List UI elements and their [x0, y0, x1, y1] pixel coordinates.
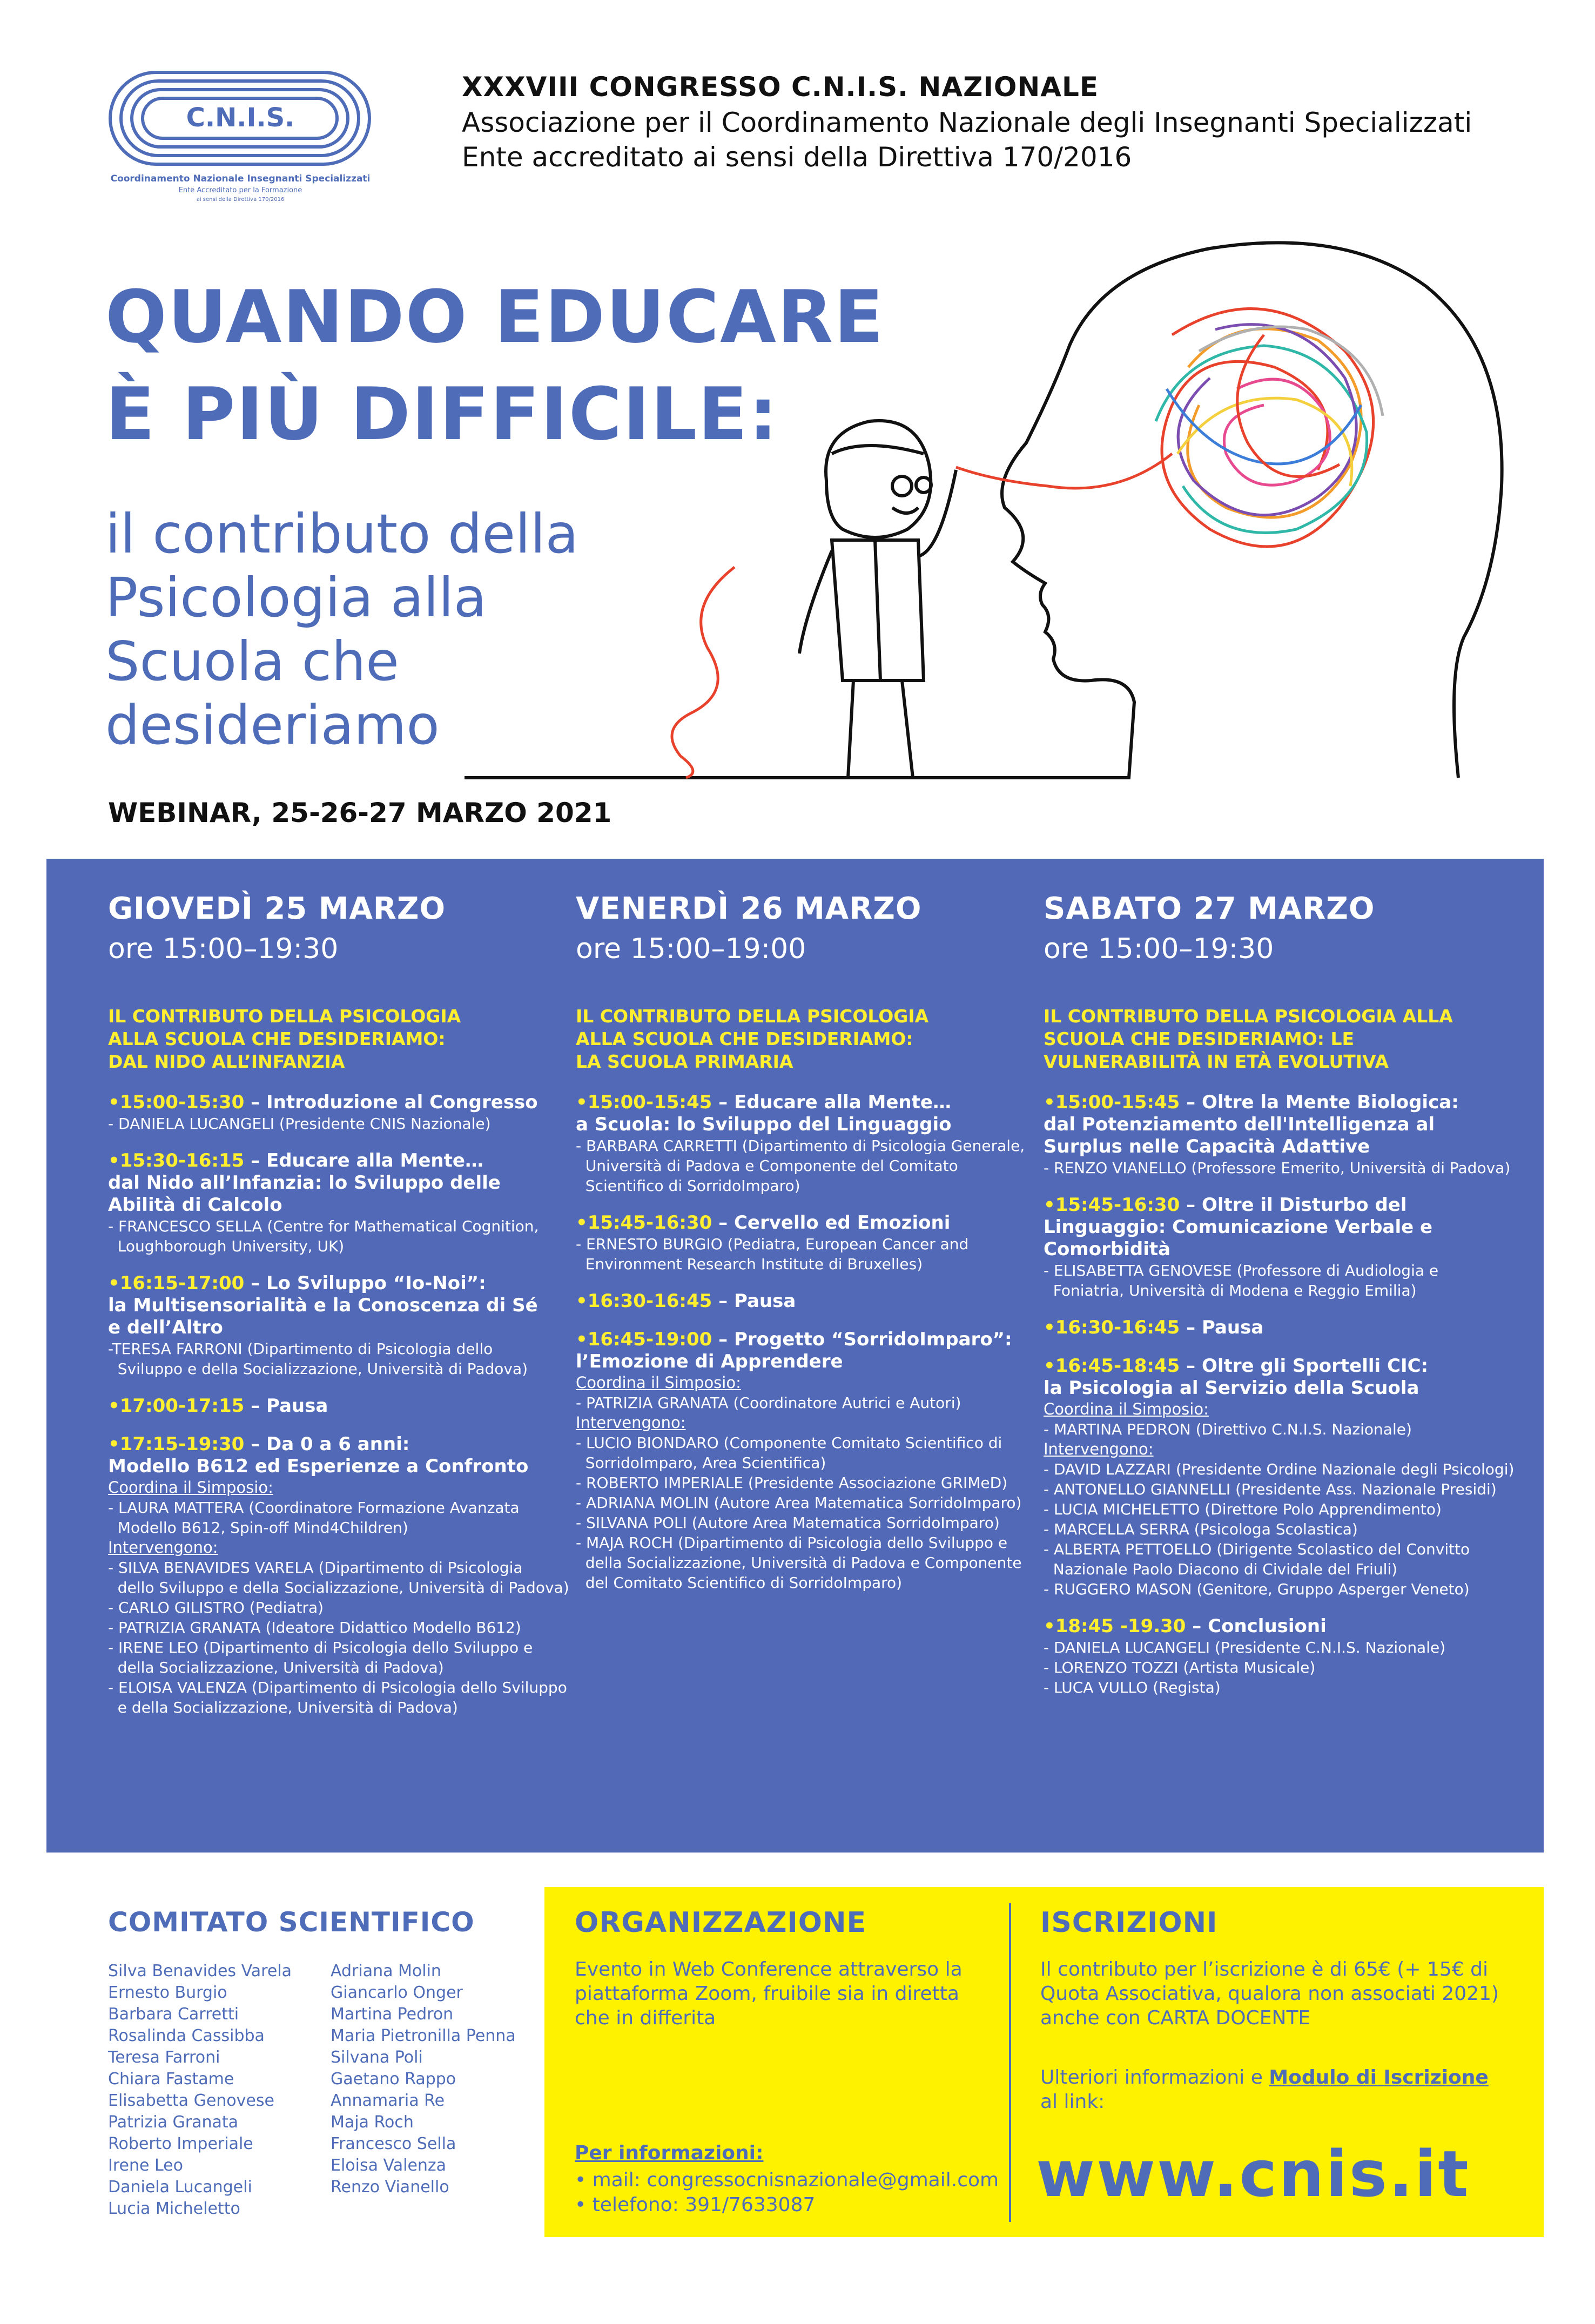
scientific-committee-title: COMITATO SCIENTIFICO — [108, 1907, 475, 1938]
program-title: – Da 0 a 6 anni: — [251, 1433, 410, 1455]
committee-member: Adriana Molin — [331, 1962, 441, 1981]
session-theme-line: SCUOLA CHE DESIDERIAMO: LE — [1044, 1028, 1355, 1049]
organization-text-line: che in differita — [575, 2007, 716, 2029]
bullet-icon: • — [1044, 1317, 1055, 1338]
speaker-line: - LUCA VULLO (Regista) — [1044, 1679, 1221, 1696]
session-theme-line: ALLA SCUOLA CHE DESIDERIAMO: — [108, 1028, 446, 1049]
subtitle-line: il contributo della — [105, 502, 578, 565]
speaker-line: Modello B612, Spin-off Mind4Children) — [108, 1519, 408, 1537]
speaker-line: - MARTINA PEDRON (Direttivo C.N.I.S. Nazionale) — [1044, 1420, 1412, 1438]
speaker-line: - ADRIANA MOLIN (Autore Area Matematica SorridoImparo) — [576, 1494, 1022, 1512]
committee-member: Giancarlo Onger — [331, 1983, 463, 2002]
program-slot — [108, 1433, 573, 1478]
speaker-line: - DANIELA LUCANGELI (Presidente C.N.I.S. Nazionale) — [1044, 1639, 1446, 1656]
program-title-line: Abilità di Calcolo — [108, 1194, 282, 1216]
program-time: 17:15-19:30 — [119, 1433, 245, 1455]
program-slot — [108, 1395, 573, 1417]
program-slot-line — [108, 1092, 573, 1114]
program-slot-line — [1044, 1317, 1519, 1339]
day-column-thursday — [108, 891, 573, 1734]
main-title-line-1: QUANDO EDUCARE — [105, 275, 885, 359]
session-theme-line: IL CONTRIBUTO DELLA PSICOLOGIA ALLA — [1044, 1006, 1453, 1027]
bullet-icon: • — [1044, 1092, 1055, 1113]
website-link[interactable]: www.cnis.it — [1036, 2137, 1470, 2211]
committee-member: Rosalinda Cassibba — [108, 2026, 265, 2045]
bullet-icon: • — [108, 1092, 120, 1113]
program-item — [1044, 1317, 1519, 1339]
program-time: 15:00-15:45 — [1055, 1092, 1180, 1113]
committee-member: Renzo Vianello — [331, 2178, 449, 2197]
bullet-icon: • — [108, 1272, 120, 1294]
bullet-icon: • — [576, 1329, 588, 1350]
speaker-line: Scientifico di SorridoImparo) — [576, 1177, 800, 1195]
day-heading: GIOVEDÌ 25 MARZO — [108, 891, 446, 926]
logo-caption-2: Ente Accreditato per la Formazione — [178, 186, 302, 194]
program-title: – Introduzione al Congresso — [251, 1092, 538, 1113]
speaker-line: SorridoImparo, Area Scientifica) — [576, 1454, 826, 1472]
symposium-label: Intervengono: — [576, 1413, 686, 1432]
session-theme-line: DAL NIDO ALL’INFANZIA — [108, 1051, 345, 1072]
speaker-line: - ANTONELLO GIANNELLI (Presidente Ass. Nazionale Presidi) — [1044, 1480, 1497, 1498]
program-time: 16:30-16:45 — [587, 1290, 712, 1312]
committee-member: Barbara Carretti — [108, 2005, 239, 2024]
program-time: 15:45-16:30 — [587, 1212, 712, 1234]
bullet-icon: • — [576, 1290, 588, 1312]
webinar-dates: WEBINAR, 25-26-27 MARZO 2021 — [108, 797, 612, 828]
speaker-line: - DAVID LAZZARI (Presidente Ordine Nazionale degli Psicologi) — [1044, 1460, 1515, 1478]
speaker-line: Nazionale Paolo Diacono di Cividale del Friuli) — [1044, 1560, 1398, 1578]
program-title: – Oltre gli Sportelli CIC: — [1186, 1355, 1429, 1377]
program-title: – Lo Sviluppo “Io-Noi”: — [251, 1272, 486, 1294]
program-item — [576, 1290, 1040, 1312]
program-title-line: Comorbidità — [1044, 1238, 1171, 1260]
session-theme — [108, 1005, 573, 1073]
committee-member: Martina Pedron — [331, 2005, 454, 2024]
committee-member: Patrizia Granata — [108, 2113, 239, 2132]
program-slot-line — [576, 1290, 1040, 1312]
bullet-icon: • — [1044, 1194, 1055, 1216]
program-item — [108, 1433, 573, 1717]
speaker-line: - SILVANA POLI (Autore Area Matematica SorridoImparo) — [576, 1514, 1000, 1532]
cnis-logo — [108, 69, 373, 210]
committee-member: Silva Benavides Varela — [108, 1962, 292, 1981]
bullet-icon: • — [108, 1150, 120, 1171]
symposium-label: Coordina il Simposio: — [108, 1478, 273, 1497]
program-title: – Cervello ed Emozioni — [718, 1212, 951, 1234]
committee-member: Eloisa Valenza — [331, 2156, 447, 2175]
bullet-icon: • — [576, 1092, 588, 1113]
organization-text-line: Evento in Web Conference attraverso la — [575, 1958, 963, 1981]
symposium-label: Coordina il Simposio: — [576, 1373, 741, 1392]
program-slot — [576, 1212, 1040, 1234]
program-slot-line — [576, 1329, 1040, 1351]
program-title-line: dal Potenziamento dell'Intelligenza al — [1044, 1114, 1435, 1135]
speaker-line: dello Sviluppo e della Socializzazione, Università di Padova) — [108, 1579, 569, 1597]
info-title: Per informazioni: — [575, 2142, 764, 2164]
subtitle-line: desideriamo — [105, 693, 440, 757]
program-title-line: Modello B612 ed Esperienze a Confronto — [108, 1456, 529, 1477]
bullet-icon: • — [1044, 1355, 1055, 1377]
session-theme-line: LA SCUOLA PRIMARIA — [576, 1051, 793, 1072]
speaker-line: Loughborough University, UK) — [108, 1237, 345, 1255]
program-slot — [1044, 1317, 1519, 1339]
program-slot — [1044, 1615, 1519, 1638]
registration-form-link[interactable]: Modulo di Iscrizione — [1269, 2066, 1489, 2089]
program-item — [108, 1092, 573, 1134]
day-column-saturday — [1044, 891, 1519, 1714]
program-title: – Conclusioni — [1192, 1615, 1327, 1637]
program-title-line: Surplus nelle Capacità Adattive — [1044, 1136, 1370, 1157]
session-theme-line: IL CONTRIBUTO DELLA PSICOLOGIA — [576, 1006, 929, 1027]
more-info-text: Ulteriori informazioni e — [1040, 2066, 1269, 2089]
speaker-line: Foniatria, Università di Modena e Reggio Emilia) — [1044, 1282, 1417, 1299]
program-slot — [108, 1150, 573, 1216]
program-title: – Oltre la Mente Biologica: — [1186, 1092, 1459, 1113]
program-slot — [1044, 1194, 1519, 1261]
committee-member: Silvana Poli — [331, 2048, 423, 2067]
registration-text — [1040, 1957, 1499, 2030]
schedule-panel — [46, 859, 1544, 1853]
symposium-label: Coordina il Simposio: — [1044, 1400, 1209, 1418]
program-time: 15:30-16:15 — [119, 1150, 245, 1171]
subtitle-line: Scuola che — [105, 630, 399, 693]
program-title: – Pausa — [251, 1395, 328, 1417]
speaker-line: - RUGGERO MASON (Genitore, Gruppo Asperger Veneto) — [1044, 1580, 1470, 1598]
program-slot-line — [576, 1092, 1040, 1114]
bullet-icon: • — [1044, 1615, 1055, 1637]
program-time: 16:30-16:45 — [1055, 1317, 1180, 1338]
committee-member: Teresa Farroni — [108, 2048, 220, 2067]
committee-member: Francesco Sella — [331, 2134, 456, 2153]
speaker-line: - MAJA ROCH (Dipartimento di Psicologia dello Sviluppo e — [576, 1534, 1008, 1552]
program-slot-line — [108, 1433, 573, 1456]
program-slot-line — [1044, 1615, 1519, 1638]
program-slot-line — [1044, 1092, 1519, 1114]
session-theme — [1044, 1005, 1519, 1073]
program-title: – Pausa — [718, 1290, 796, 1312]
bullet-icon: • — [108, 1395, 120, 1417]
program-item — [576, 1212, 1040, 1274]
committee-member: Maria Pietronilla Penna — [331, 2026, 516, 2045]
program-time: 16:15-17:00 — [119, 1272, 245, 1294]
committee-member: Elisabetta Genovese — [108, 2091, 274, 2110]
program-item — [108, 1272, 573, 1379]
speaker-line: Environment Research Institute di Bruxelles) — [576, 1255, 923, 1273]
speaker-line: della Socializzazione, Università di Padova) — [108, 1659, 444, 1676]
registration-more — [1040, 2065, 1489, 2114]
speaker-line: - CARLO GILISTRO (Pediatra) — [108, 1599, 324, 1616]
speaker-line: - LAURA MATTERA (Coordinatore Formazione Avanzata — [108, 1499, 520, 1517]
day-column-friday — [576, 891, 1040, 1609]
session-theme-line: IL CONTRIBUTO DELLA PSICOLOGIA — [108, 1006, 461, 1027]
organization-text-line: piattaforma Zoom, fruibile sia in diretta — [575, 1983, 959, 2005]
speaker-line: - IRENE LEO (Dipartimento di Psicologia dello Sviluppo e — [108, 1639, 533, 1656]
program-title-line: la Psicologia al Servizio della Scuola — [1044, 1377, 1419, 1399]
program-time: 16:45-18:45 — [1055, 1355, 1180, 1377]
registration-title: ISCRIZIONI — [1040, 1907, 1218, 1939]
speaker-line: - DANIELA LUCANGELI (Presidente CNIS Nazionale) — [108, 1115, 491, 1133]
speaker-line: - LUCIO BIONDARO (Componente Comitato Scientifico di — [576, 1434, 1002, 1452]
speaker-line: - ELISABETTA GENOVESE (Professore di Audiologia e — [1044, 1262, 1439, 1279]
accreditation-line: Ente accreditato ai sensi della Direttiva 170/2016 — [462, 142, 1132, 173]
session-theme-line: VULNERABILITÀ IN ETÀ EVOLUTIVA — [1044, 1051, 1389, 1072]
program-slot — [576, 1092, 1040, 1136]
speaker-line: Sviluppo e della Socializzazione, Università di Padova) — [108, 1360, 528, 1378]
program-title-line: dal Nido all’Infanzia: lo Sviluppo delle — [108, 1172, 501, 1194]
doctor-figure — [799, 421, 956, 778]
stethoscope-line — [956, 454, 1172, 488]
speaker-line: - MARCELLA SERRA (Psicologa Scolastica) — [1044, 1520, 1358, 1538]
program-time: 17:00-17:15 — [119, 1395, 245, 1417]
day-heading: VENERDÌ 26 MARZO — [576, 891, 922, 926]
speaker-line: - LORENZO TOZZI (Artista Musicale) — [1044, 1659, 1316, 1676]
speaker-line: - RENZO VIANELLO (Professore Emerito, Università di Padova) — [1044, 1159, 1511, 1177]
program-slot-line — [108, 1395, 573, 1417]
congress-title: XXXVIII CONGRESSO C.N.I.S. NAZIONALE — [462, 71, 1099, 103]
program-title: – Oltre il Disturbo del — [1186, 1194, 1407, 1216]
speaker-line: del Comitato Scientifico di SorridoImparo) — [576, 1574, 903, 1592]
program-item — [576, 1329, 1040, 1593]
doctor-and-head-illustration — [454, 227, 1534, 794]
registration-text-line: Quota Associativa, qualora non associati 2021) — [1040, 1983, 1499, 2005]
speaker-line: - SILVA BENAVIDES VARELA (Dipartimento di Psicologia — [108, 1559, 523, 1577]
symposium-label: Intervengono: — [1044, 1440, 1154, 1458]
program-item — [1044, 1355, 1519, 1599]
more-info-suffix: al link: — [1040, 2091, 1105, 2113]
day-hours: ore 15:00–19:00 — [576, 933, 806, 965]
session-theme-line: ALLA SCUOLA CHE DESIDERIAMO: — [576, 1028, 913, 1049]
speaker-line: - PATRIZIA GRANATA (Coordinatore Autrici e Autori) — [576, 1394, 961, 1412]
program-slot — [108, 1092, 573, 1114]
day-hours: ore 15:00–19:30 — [1044, 933, 1274, 965]
program-slot — [1044, 1092, 1519, 1158]
registration-text-line: anche con CARTA DOCENTE — [1040, 2007, 1311, 2029]
logo-caption-1: Coordinamento Nazionale Insegnanti Specializzati — [110, 173, 371, 184]
program-item — [1044, 1092, 1519, 1178]
program-title-line: e dell’Altro — [108, 1317, 223, 1338]
program-title: – Pausa — [1186, 1317, 1264, 1338]
divider — [1009, 1903, 1011, 2222]
day-heading: SABATO 27 MARZO — [1044, 891, 1375, 926]
committee-names-col-2 — [331, 1961, 516, 2198]
program-title: – Progetto “SorridoImparo”: — [718, 1329, 1012, 1350]
committee-member: Gaetano Rappo — [331, 2070, 456, 2089]
program-title: – Educare alla Mente… — [251, 1150, 483, 1171]
program-slot — [576, 1329, 1040, 1373]
program-item — [1044, 1615, 1519, 1697]
committee-member: Ernesto Burgio — [108, 1983, 227, 2002]
speaker-line: - ERNESTO BURGIO (Pediatra, European Cancer and — [576, 1235, 969, 1253]
speaker-line: - ROBERTO IMPERIALE (Presidente Associazione GRIMeD) — [576, 1474, 1008, 1492]
speaker-line: e della Socializzazione, Università di Padova) — [108, 1699, 458, 1716]
tangled-lines-icon — [1156, 309, 1383, 547]
program-title-line: Linguaggio: Comunicazione Verbale e — [1044, 1216, 1433, 1238]
association-name: Associazione per il Coordinamento Nazionale degli Insegnanti Specializzati — [462, 107, 1472, 138]
speaker-line: -TERESA FARRONI (Dipartimento di Psicologia dello — [108, 1340, 493, 1358]
info-box — [544, 1887, 1544, 2237]
program-slot-line — [108, 1150, 573, 1172]
contact-email[interactable]: • mail: congressocnisnazionale@gmail.com — [575, 2169, 999, 2191]
program-title-line: la Multisensorialità e la Conoscenza di Sé — [108, 1295, 538, 1316]
program-time: 18:45 -19.30 — [1055, 1615, 1186, 1637]
program-slot-line — [108, 1272, 573, 1295]
program-slot-line — [1044, 1194, 1519, 1216]
program-slot-line — [1044, 1355, 1519, 1377]
organization-title: ORGANIZZAZIONE — [575, 1907, 866, 1939]
committee-member: Maja Roch — [331, 2113, 414, 2132]
logo-caption-3: ai sensi della Direttiva 170/2016 — [196, 197, 285, 203]
contact-phone[interactable]: • telefono: 391/7633087 — [575, 2194, 816, 2216]
program-time: 16:45-19:00 — [587, 1329, 712, 1350]
committee-member: Daniela Lucangeli — [108, 2178, 252, 2197]
program-time: 15:00-15:45 — [587, 1092, 712, 1113]
program-time: 15:00-15:30 — [119, 1092, 245, 1113]
committee-member: Annamaria Re — [331, 2091, 445, 2110]
symposium-label: Intervengono: — [108, 1538, 218, 1557]
program-item — [108, 1395, 573, 1417]
subtitle-line: Psicologia alla — [105, 566, 487, 629]
speaker-line: - FRANCESCO SELLA (Centre for Mathematical Cognition, — [108, 1217, 539, 1235]
program-title: – Educare alla Mente… — [718, 1092, 951, 1113]
program-slot-line — [576, 1212, 1040, 1234]
bullet-icon: • — [576, 1212, 588, 1234]
program-slot — [108, 1272, 573, 1339]
speaker-line: - ALBERTA PETTOELLO (Dirigente Scolastico del Convitto — [1044, 1540, 1470, 1558]
bullet-icon: • — [108, 1433, 120, 1455]
registration-text-line: Il contributo per l’iscrizione è di 65€ (+ 15€ di — [1040, 1958, 1488, 1981]
speaker-line: - BARBARA CARRETTI (Dipartimento di Psicologia Generale, — [576, 1137, 1025, 1155]
day-hours: ore 15:00–19:30 — [108, 933, 339, 965]
committee-member: Lucia Micheletto — [108, 2199, 240, 2218]
committee-member: Irene Leo — [108, 2156, 183, 2175]
committee-names-col-1 — [108, 1961, 292, 2220]
committee-member: Chiara Fastame — [108, 2070, 234, 2089]
speaker-line: - LUCIA MICHELETTO (Direttore Polo Apprendimento) — [1044, 1500, 1442, 1518]
program-title-line: l’Emozione di Apprendere — [576, 1351, 843, 1372]
program-item — [108, 1150, 573, 1256]
speaker-line: - ELOISA VALENZA (Dipartimento di Psicologia dello Sviluppo — [108, 1679, 567, 1696]
session-theme — [576, 1005, 1040, 1073]
head-outline — [465, 242, 1502, 778]
organization-text — [575, 1957, 963, 2030]
program-title-line: a Scuola: lo Sviluppo del Linguaggio — [576, 1114, 952, 1135]
speaker-line: - PATRIZIA GRANATA (Ideatore Didattico Modello B612) — [108, 1619, 521, 1636]
program-slot — [1044, 1355, 1519, 1399]
program-time: 15:45-16:30 — [1055, 1194, 1180, 1216]
speaker-line: Università di Padova e Componente del Comitato — [576, 1157, 958, 1175]
program-item — [1044, 1194, 1519, 1301]
speaker-line: della Socializzazione, Università di Padova e Componente — [576, 1554, 1022, 1572]
program-item — [576, 1092, 1040, 1196]
logo-text: C.N.I.S. — [186, 103, 295, 133]
main-title-line-2: È PIÙ DIFFICILE: — [105, 372, 779, 456]
committee-member: Roberto Imperiale — [108, 2134, 253, 2153]
program-slot — [576, 1290, 1040, 1312]
